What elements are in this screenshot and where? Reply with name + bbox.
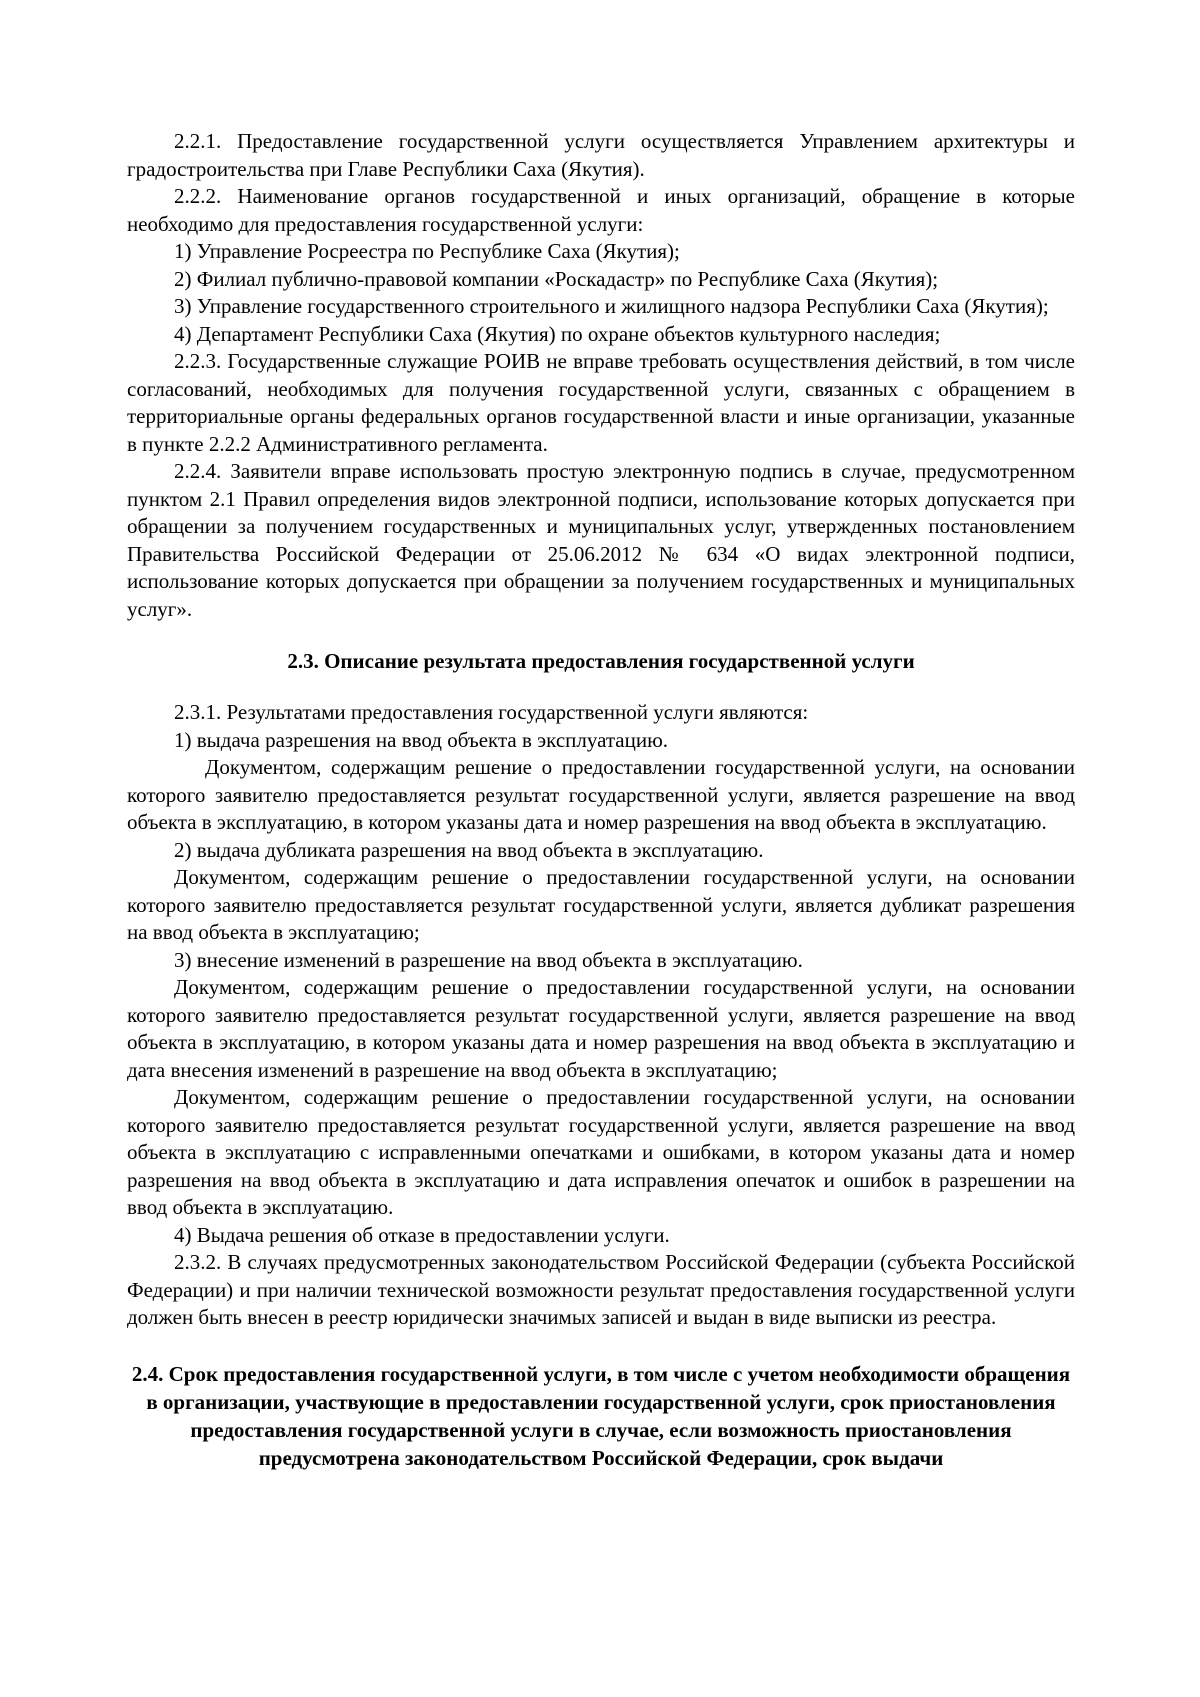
result-item-4: 4) Выдача решения об отказе в предоставлении услуги. (174, 1222, 670, 1247)
paragraph-2-2-1: 2.2.1. Предоставление государственной услуги осуществляется Управлением архитектуры и градостроительства при Главе Республики Саха (Якутия). (127, 129, 1075, 181)
paragraph-2-2-3: 2.2.3. Государственные служащие РОИВ не вправе требовать осуществления действий, в том числе согласований, необходимых для получения государственной услуги, связанных с обращением в территориальные органы федеральных органов государственной власти и иные организации, указанные в пункте 2.2.2 Административного регламента. (127, 349, 1075, 456)
result-document-3: Документом, содержащим решение о предоставлении государственной услуги, на основании которого заявителю предоставляется результат государственной услуги, является разрешение на ввод объекта в эксплуатацию, в котором указаны дата и номер разрешения на ввод объекта в эксплуатацию и дата внесения изменений в разрешение на ввод объекта в эксплуатацию; (127, 975, 1075, 1082)
paragraph-2-3-2: 2.3.2. В случаях предусмотренных законодательством Российской Федерации (субъекта Российской Федерации) и при наличии технической возможности результат предоставления государственной услуги должен быть внесен в реестр юридически значимых записей и выдан в виде выписки из реестра. (127, 1250, 1075, 1329)
list-item-construction-supervision: 3) Управление государственного строительного и жилищного надзора Республики Саха (Якутия); (174, 294, 1049, 318)
paragraph-2-3-1: 2.3.1. Результатами предоставления государственной услуги являются: (174, 700, 809, 724)
result-item-2: 2) выдача дубликата разрешения на ввод объекта в эксплуатацию. (174, 837, 764, 862)
result-item-1: 1) выдача разрешения на ввод объекта в эксплуатацию. (174, 727, 669, 752)
paragraph-2-2-4: 2.2.4. Заявители вправе использовать простую электронную подпись в случае, предусмотренном пунктом 2.1 Правил определения видов электронной подписи, использование которых допускается при обращении за получением государственных и муниципальных услуг, утвержденных постановлением Правительства Российской Федерации от 25.06.2012 № 634 «О видах электронной подписи, использование которых допускается при обращении за получением государственных и муниципальных услуг». (127, 459, 1075, 621)
section-heading-2-3: 2.3. Описание результата предоставления государственной услуги (287, 649, 915, 673)
list-item-cultural-heritage: 4) Департамент Республики Саха (Якутия) по охране объектов культурного наследия; (174, 321, 941, 346)
list-item-roskadastr: 2) Филиал публично-правовой компании «Роскадастр» по Республике Саха (Якутия); (174, 266, 939, 291)
paragraph-2-2-2: 2.2.2. Наименование органов государственной и иных организаций, обращение в которые необходимо для предоставления государственной услуги: (127, 184, 1075, 236)
result-item-3: 3) внесение изменений в разрешение на ввод объекта в эксплуатацию. (174, 947, 803, 972)
result-document-2: Документом, содержащим решение о предоставлении государственной услуги, на основании которого заявителю предоставляется результат государственной услуги, является дубликат разрешения на ввод объекта в эксплуатацию; (127, 865, 1075, 944)
document-body (127, 128, 1075, 1472)
list-item-rosreestr: 1) Управление Росреестра по Республике Саха (Якутия); (174, 239, 680, 263)
section-heading-2-4: 2.4. Срок предоставления государственной услуги, в том числе с учетом необходимости обращения в организации, участвующие в предоставлении государственной услуги, срок приостановления предоставления государственной услуги в случае, если возможность приостановления предусмотрена законодательством Российской Федерации, срок выдачи (131, 1361, 1071, 1470)
result-document-4: Документом, содержащим решение о предоставлении государственной услуги, на основании которого заявителю предоставляется результат государственной услуги, является разрешение на ввод объекта в эксплуатацию с исправленными опечатками и ошибками, в котором указаны дата и номер разрешения на ввод объекта в эксплуатацию и дата исправления опечаток и ошибок в разрешении на ввод объекта в эксплуатацию. (127, 1085, 1075, 1219)
result-document-1: Документом, содержащим решение о предоставлении государственной услуги, на основании которого заявителю предоставляется результат государственной услуги, является разрешение на ввод объекта в эксплуатацию, в котором указаны дата и номер разрешения на ввод объекта в эксплуатацию. (127, 755, 1075, 834)
